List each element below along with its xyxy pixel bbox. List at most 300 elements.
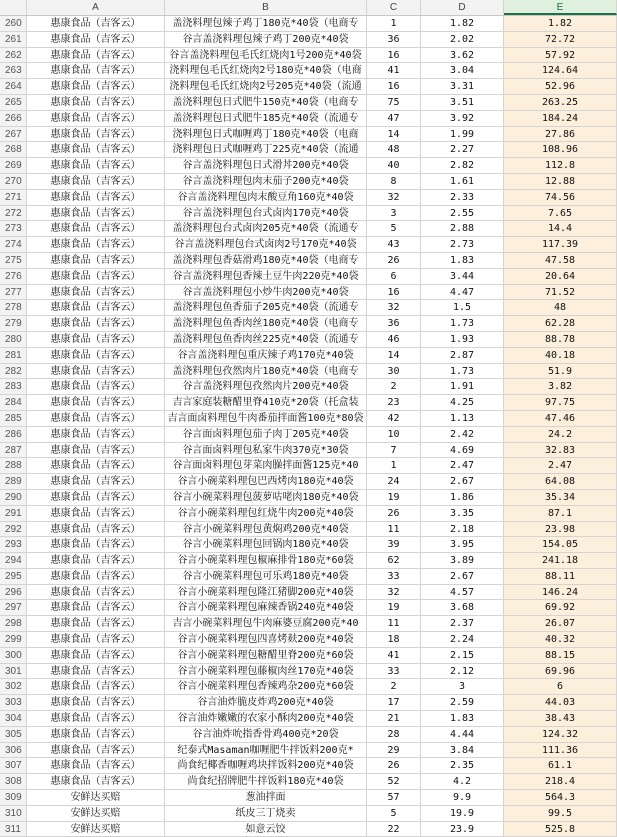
cell-c[interactable]: 1 — [367, 16, 421, 32]
cell-b[interactable]: 谷言油炸脆皮炸鸡200克*40袋 — [165, 695, 367, 711]
column-header-e[interactable]: E — [504, 0, 617, 15]
cell-e[interactable]: 108.96 — [504, 142, 617, 158]
cell-d[interactable]: 3.89 — [421, 553, 504, 569]
cell-e[interactable]: 1.82 — [504, 16, 617, 32]
cell-e[interactable]: 111.36 — [504, 743, 617, 759]
cell-b[interactable]: 谷言面卤料理包茄子肉丁205克*40袋 — [165, 427, 367, 443]
cell-a[interactable]: 惠康食品（吉客云） — [27, 537, 165, 553]
cell-e[interactable]: 525.8 — [504, 822, 617, 837]
cell-c[interactable]: 26 — [367, 506, 421, 522]
cell-c[interactable]: 19 — [367, 490, 421, 506]
cell-e[interactable]: 47.58 — [504, 253, 617, 269]
cell-c[interactable]: 16 — [367, 48, 421, 64]
cell-a[interactable]: 惠康食品（吉客云） — [27, 490, 165, 506]
row-number[interactable]: 299 — [0, 632, 27, 648]
cell-a[interactable]: 惠康食品（吉客云） — [27, 237, 165, 253]
cell-a[interactable]: 惠康食品（吉客云） — [27, 474, 165, 490]
cell-d[interactable]: 23.9 — [421, 822, 504, 837]
column-header-d[interactable]: D — [421, 0, 504, 15]
cell-b[interactable]: 谷言小碗菜料理包回锅肉180克*40袋 — [165, 537, 367, 553]
row-number[interactable]: 308 — [0, 774, 27, 790]
cell-b[interactable]: 盖浇料理包鱼香肉丝180克*40袋（电商专 — [165, 316, 367, 332]
cell-a[interactable]: 惠康食品（吉客云） — [27, 79, 165, 95]
row-number[interactable]: 270 — [0, 174, 27, 190]
row-number[interactable]: 290 — [0, 490, 27, 506]
cell-d[interactable]: 19.9 — [421, 806, 504, 822]
cell-b[interactable]: 谷言小碗菜料理包可乐鸡180克*40袋 — [165, 569, 367, 585]
cell-d[interactable]: 1.61 — [421, 174, 504, 190]
cell-a[interactable]: 惠康食品（吉客云） — [27, 285, 165, 301]
cell-b[interactable]: 盖浇料理包日式肥牛150克*40袋（电商专 — [165, 95, 367, 111]
cell-e[interactable]: 218.4 — [504, 774, 617, 790]
cell-d[interactable]: 3.04 — [421, 63, 504, 79]
cell-b[interactable]: 谷言小碗菜料理包糖醋里脊200克*60袋 — [165, 648, 367, 664]
cell-a[interactable]: 惠康食品（吉客云） — [27, 743, 165, 759]
row-number[interactable]: 274 — [0, 237, 27, 253]
cell-d[interactable]: 2.35 — [421, 758, 504, 774]
cell-a[interactable]: 惠康食品（吉客云） — [27, 632, 165, 648]
cell-c[interactable]: 47 — [367, 111, 421, 127]
row-number[interactable]: 295 — [0, 569, 27, 585]
row-number[interactable]: 283 — [0, 379, 27, 395]
cell-d[interactable]: 1.82 — [421, 16, 504, 32]
cell-d[interactable]: 4.47 — [421, 285, 504, 301]
cell-c[interactable]: 57 — [367, 790, 421, 806]
cell-a[interactable]: 惠康食品（吉客云） — [27, 585, 165, 601]
cell-c[interactable]: 23 — [367, 395, 421, 411]
column-header-b[interactable]: B — [165, 0, 367, 15]
cell-c[interactable]: 33 — [367, 569, 421, 585]
cell-e[interactable]: 241.18 — [504, 553, 617, 569]
cell-d[interactable]: 2.47 — [421, 458, 504, 474]
cell-a[interactable]: 惠康食品（吉客云） — [27, 158, 165, 174]
cell-d[interactable]: 2.27 — [421, 142, 504, 158]
cell-c[interactable]: 43 — [367, 237, 421, 253]
cell-c[interactable]: 18 — [367, 632, 421, 648]
cell-a[interactable]: 惠康食品（吉客云） — [27, 16, 165, 32]
cell-b[interactable]: 谷言盖浇料理包重庆辣子鸡170克*40袋 — [165, 348, 367, 364]
cell-b[interactable]: 盖浇料理包日式肥牛185克*40袋（流通专 — [165, 111, 367, 127]
cell-d[interactable]: 2.02 — [421, 32, 504, 48]
cell-e[interactable]: 97.75 — [504, 395, 617, 411]
cell-a[interactable]: 惠康食品（吉客云） — [27, 190, 165, 206]
cell-e[interactable]: 69.96 — [504, 664, 617, 680]
row-number[interactable]: 294 — [0, 553, 27, 569]
cell-b[interactable]: 谷言油炸嫩嫩的农家小酥肉200克*40袋 — [165, 711, 367, 727]
cell-c[interactable]: 32 — [367, 585, 421, 601]
cell-d[interactable]: 3 — [421, 679, 504, 695]
cell-b[interactable]: 盖浇料理包台式卤肉205克*40袋（流通专 — [165, 221, 367, 237]
cell-a[interactable]: 惠康食品（吉客云） — [27, 316, 165, 332]
cell-e[interactable]: 12.88 — [504, 174, 617, 190]
cell-d[interactable]: 4.25 — [421, 395, 504, 411]
cell-a[interactable]: 惠康食品（吉客云） — [27, 506, 165, 522]
cell-b[interactable]: 尚食纪招牌肥牛拌饭料180克*40袋 — [165, 774, 367, 790]
cell-c[interactable]: 30 — [367, 364, 421, 380]
row-number[interactable]: 310 — [0, 806, 27, 822]
cell-d[interactable]: 2.73 — [421, 237, 504, 253]
cell-c[interactable]: 14 — [367, 348, 421, 364]
cell-e[interactable]: 35.34 — [504, 490, 617, 506]
cell-e[interactable]: 24.2 — [504, 427, 617, 443]
row-number[interactable]: 268 — [0, 142, 27, 158]
row-number[interactable]: 282 — [0, 364, 27, 380]
cell-c[interactable]: 6 — [367, 269, 421, 285]
cell-d[interactable]: 3.68 — [421, 600, 504, 616]
cell-b[interactable]: 谷言盖浇料理包小炒牛肉200克*40袋 — [165, 285, 367, 301]
cell-d[interactable]: 4.44 — [421, 727, 504, 743]
cell-d[interactable]: 3.84 — [421, 743, 504, 759]
cell-d[interactable]: 2.67 — [421, 474, 504, 490]
cell-b[interactable]: 谷言小碗菜料理包隆江猪脚200克*40袋 — [165, 585, 367, 601]
cell-e[interactable]: 88.11 — [504, 569, 617, 585]
cell-b[interactable]: 谷言小碗菜料理包藤椒肉丝170克*40袋 — [165, 664, 367, 680]
cell-a[interactable]: 惠康食品（吉客云） — [27, 569, 165, 585]
cell-d[interactable]: 1.13 — [421, 411, 504, 427]
cell-b[interactable]: 谷言盖浇料理包孜然肉片200克*40袋 — [165, 379, 367, 395]
cell-b[interactable]: 谷言盖浇料理包毛氏红烧肉1号200克*40袋 — [165, 48, 367, 64]
cell-a[interactable]: 惠康食品（吉客云） — [27, 427, 165, 443]
cell-e[interactable]: 44.03 — [504, 695, 617, 711]
cell-d[interactable]: 3.92 — [421, 111, 504, 127]
row-number[interactable]: 289 — [0, 474, 27, 490]
cell-d[interactable]: 2.37 — [421, 616, 504, 632]
row-number[interactable]: 262 — [0, 48, 27, 64]
cell-c[interactable]: 16 — [367, 285, 421, 301]
cell-e[interactable]: 87.1 — [504, 506, 617, 522]
row-number[interactable]: 271 — [0, 190, 27, 206]
cell-a[interactable]: 惠康食品（吉客云） — [27, 379, 165, 395]
cell-d[interactable]: 4.2 — [421, 774, 504, 790]
cell-a[interactable]: 惠康食品（吉客云） — [27, 221, 165, 237]
cell-e[interactable]: 23.98 — [504, 522, 617, 538]
cell-c[interactable]: 40 — [367, 158, 421, 174]
cell-e[interactable]: 99.5 — [504, 806, 617, 822]
row-number[interactable]: 276 — [0, 269, 27, 285]
select-all-corner[interactable] — [0, 0, 27, 15]
row-number[interactable]: 284 — [0, 395, 27, 411]
cell-e[interactable]: 117.39 — [504, 237, 617, 253]
cell-c[interactable]: 36 — [367, 316, 421, 332]
cell-e[interactable]: 38.43 — [504, 711, 617, 727]
cell-c[interactable]: 2 — [367, 679, 421, 695]
cell-d[interactable]: 9.9 — [421, 790, 504, 806]
cell-e[interactable]: 64.08 — [504, 474, 617, 490]
cell-b[interactable]: 谷言小碗菜料理包麻辣香锅240克*40袋 — [165, 600, 367, 616]
cell-a[interactable]: 惠康食品（吉客云） — [27, 458, 165, 474]
cell-d[interactable]: 2.59 — [421, 695, 504, 711]
cell-d[interactable]: 1.99 — [421, 127, 504, 143]
row-number[interactable]: 296 — [0, 585, 27, 601]
cell-c[interactable]: 32 — [367, 190, 421, 206]
cell-c[interactable]: 7 — [367, 443, 421, 459]
cell-b[interactable]: 纸皮三丁烧卖 — [165, 806, 367, 822]
cell-b[interactable]: 吉言面卤料理包牛肉番茄拌面酱100克*80袋 — [165, 411, 367, 427]
row-number[interactable]: 266 — [0, 111, 27, 127]
cell-e[interactable]: 72.72 — [504, 32, 617, 48]
row-number[interactable]: 277 — [0, 285, 27, 301]
cell-d[interactable]: 4.57 — [421, 585, 504, 601]
cell-a[interactable]: 惠康食品（吉客云） — [27, 332, 165, 348]
cell-d[interactable]: 2.55 — [421, 206, 504, 222]
cell-e[interactable]: 2.47 — [504, 458, 617, 474]
cell-c[interactable]: 36 — [367, 32, 421, 48]
cell-e[interactable]: 57.92 — [504, 48, 617, 64]
cell-e[interactable]: 154.05 — [504, 537, 617, 553]
cell-a[interactable]: 惠康食品（吉客云） — [27, 616, 165, 632]
cell-e[interactable]: 146.24 — [504, 585, 617, 601]
cell-e[interactable]: 88.78 — [504, 332, 617, 348]
cell-b[interactable]: 谷言盖浇料理包香辣土豆牛肉220克*40袋 — [165, 269, 367, 285]
cell-e[interactable]: 112.8 — [504, 158, 617, 174]
cell-a[interactable]: 惠康食品（吉客云） — [27, 664, 165, 680]
cell-b[interactable]: 盖浇料理包孜然肉片180克*40袋（电商专 — [165, 364, 367, 380]
cell-c[interactable]: 11 — [367, 616, 421, 632]
cell-b[interactable]: 谷言盖浇料理包日式滑丼200克*40袋 — [165, 158, 367, 174]
cell-b[interactable]: 盖浇料理包辣子鸡丁180克*40袋（电商专 — [165, 16, 367, 32]
cell-a[interactable]: 惠康食品（吉客云） — [27, 206, 165, 222]
cell-a[interactable]: 惠康食品（吉客云） — [27, 142, 165, 158]
cell-e[interactable]: 184.24 — [504, 111, 617, 127]
cell-e[interactable]: 6 — [504, 679, 617, 695]
cell-a[interactable]: 惠康食品（吉客云） — [27, 774, 165, 790]
cell-c[interactable]: 26 — [367, 758, 421, 774]
cell-b[interactable]: 盖浇料理包鱼香茄子205克*40袋（流通专 — [165, 300, 367, 316]
cell-d[interactable]: 2.67 — [421, 569, 504, 585]
cell-d[interactable]: 1.73 — [421, 364, 504, 380]
cell-c[interactable]: 32 — [367, 300, 421, 316]
cell-b[interactable]: 谷言面卤料理包私家牛肉370克*30袋 — [165, 443, 367, 459]
row-number[interactable]: 301 — [0, 664, 27, 680]
row-number[interactable]: 311 — [0, 822, 27, 837]
cell-c[interactable]: 17 — [367, 695, 421, 711]
cell-e[interactable]: 3.82 — [504, 379, 617, 395]
cell-e[interactable]: 263.25 — [504, 95, 617, 111]
cell-b[interactable]: 谷言面卤料理包芽菜肉臊拌面酱125克*40 — [165, 458, 367, 474]
cell-a[interactable]: 安鲜达买赔 — [27, 806, 165, 822]
cell-c[interactable]: 41 — [367, 63, 421, 79]
cell-d[interactable]: 1.91 — [421, 379, 504, 395]
cell-c[interactable]: 2 — [367, 379, 421, 395]
cell-b[interactable]: 尚食纪椰香咖喱鸡块拌饭料200克*40袋 — [165, 758, 367, 774]
row-number[interactable]: 303 — [0, 695, 27, 711]
row-number[interactable]: 297 — [0, 600, 27, 616]
row-number[interactable]: 304 — [0, 711, 27, 727]
row-number[interactable]: 285 — [0, 411, 27, 427]
cell-e[interactable]: 52.96 — [504, 79, 617, 95]
cell-c[interactable]: 1 — [367, 458, 421, 474]
row-number[interactable]: 288 — [0, 458, 27, 474]
cell-a[interactable]: 惠康食品（吉客云） — [27, 395, 165, 411]
cell-c[interactable]: 10 — [367, 427, 421, 443]
cell-c[interactable]: 46 — [367, 332, 421, 348]
cell-b[interactable]: 谷言盖浇料理包肉末酸豆角160克*40袋 — [165, 190, 367, 206]
cell-e[interactable]: 20.64 — [504, 269, 617, 285]
cell-e[interactable]: 14.4 — [504, 221, 617, 237]
cell-b[interactable]: 葱油拌面 — [165, 790, 367, 806]
cell-e[interactable]: 32.83 — [504, 443, 617, 459]
row-number[interactable]: 300 — [0, 648, 27, 664]
cell-a[interactable]: 惠康食品（吉客云） — [27, 127, 165, 143]
cell-d[interactable]: 2.33 — [421, 190, 504, 206]
row-number[interactable]: 292 — [0, 522, 27, 538]
cell-a[interactable]: 惠康食品（吉客云） — [27, 174, 165, 190]
cell-a[interactable]: 惠康食品（吉客云） — [27, 648, 165, 664]
cell-a[interactable]: 惠康食品（吉客云） — [27, 711, 165, 727]
cell-b[interactable]: 谷言小碗菜料理包椒麻排骨180克*60袋 — [165, 553, 367, 569]
cell-d[interactable]: 3.35 — [421, 506, 504, 522]
cell-c[interactable]: 26 — [367, 253, 421, 269]
cell-b[interactable]: 谷言油炸吮指香骨鸡400克*20袋 — [165, 727, 367, 743]
cell-b[interactable]: 谷言盖浇料理包辣子鸡丁200克*40袋 — [165, 32, 367, 48]
cell-e[interactable]: 7.65 — [504, 206, 617, 222]
cell-c[interactable]: 41 — [367, 648, 421, 664]
cell-e[interactable]: 88.15 — [504, 648, 617, 664]
cell-c[interactable]: 8 — [367, 174, 421, 190]
row-number[interactable]: 278 — [0, 300, 27, 316]
cell-d[interactable]: 2.24 — [421, 632, 504, 648]
cell-d[interactable]: 2.87 — [421, 348, 504, 364]
cell-a[interactable]: 惠康食品（吉客云） — [27, 269, 165, 285]
cell-c[interactable]: 33 — [367, 664, 421, 680]
cell-e[interactable]: 62.28 — [504, 316, 617, 332]
cell-e[interactable]: 26.07 — [504, 616, 617, 632]
row-number[interactable]: 287 — [0, 443, 27, 459]
row-number[interactable]: 279 — [0, 316, 27, 332]
cell-c[interactable]: 52 — [367, 774, 421, 790]
cell-d[interactable]: 2.42 — [421, 427, 504, 443]
cell-b[interactable]: 盖浇料理包香菇滑鸡180克*40袋（电商专 — [165, 253, 367, 269]
cell-a[interactable]: 惠康食品（吉客云） — [27, 679, 165, 695]
row-number[interactable]: 269 — [0, 158, 27, 174]
cell-b[interactable]: 谷言小碗菜料理包巴西烤肉180克*40袋 — [165, 474, 367, 490]
cell-c[interactable]: 62 — [367, 553, 421, 569]
cell-b[interactable]: 吉言小碗菜料理包牛肉麻婆豆腐200克*40 — [165, 616, 367, 632]
cell-b[interactable]: 浇料理包日式咖喱鸡丁180克*40袋（电商 — [165, 127, 367, 143]
cell-e[interactable]: 71.52 — [504, 285, 617, 301]
row-number[interactable]: 267 — [0, 127, 27, 143]
cell-b[interactable]: 谷言小碗菜料理包黄焖鸡200克*40袋 — [165, 522, 367, 538]
cell-c[interactable]: 24 — [367, 474, 421, 490]
cell-a[interactable]: 惠康食品（吉客云） — [27, 111, 165, 127]
cell-e[interactable]: 74.56 — [504, 190, 617, 206]
cell-c[interactable]: 11 — [367, 522, 421, 538]
cell-b[interactable]: 浇料理包毛氏红烧肉2号180克*40袋（电商 — [165, 63, 367, 79]
row-number[interactable]: 305 — [0, 727, 27, 743]
row-number[interactable]: 307 — [0, 758, 27, 774]
cell-d[interactable]: 2.15 — [421, 648, 504, 664]
cell-c[interactable]: 39 — [367, 537, 421, 553]
cell-b[interactable]: 浇料理包毛氏红烧肉2号205克*40袋（流通 — [165, 79, 367, 95]
cell-a[interactable]: 惠康食品（吉客云） — [27, 364, 165, 380]
row-number[interactable]: 281 — [0, 348, 27, 364]
cell-e[interactable]: 124.64 — [504, 63, 617, 79]
cell-c[interactable]: 5 — [367, 806, 421, 822]
cell-c[interactable]: 75 — [367, 95, 421, 111]
cell-d[interactable]: 1.83 — [421, 253, 504, 269]
cell-d[interactable]: 1.86 — [421, 490, 504, 506]
cell-a[interactable]: 惠康食品（吉客云） — [27, 411, 165, 427]
cell-d[interactable]: 3.44 — [421, 269, 504, 285]
cell-c[interactable]: 3 — [367, 206, 421, 222]
cell-b[interactable]: 谷言盖浇料理包台式卤肉2号170克*40袋 — [165, 237, 367, 253]
cell-a[interactable]: 惠康食品（吉客云） — [27, 253, 165, 269]
row-number[interactable]: 286 — [0, 427, 27, 443]
cell-d[interactable]: 4.69 — [421, 443, 504, 459]
cell-e[interactable]: 27.86 — [504, 127, 617, 143]
cell-a[interactable]: 安鲜达买赔 — [27, 790, 165, 806]
cell-e[interactable]: 69.92 — [504, 600, 617, 616]
cell-a[interactable]: 惠康食品（吉客云） — [27, 48, 165, 64]
cell-b[interactable]: 如意云饺 — [165, 822, 367, 837]
cell-c[interactable]: 48 — [367, 142, 421, 158]
row-number[interactable]: 261 — [0, 32, 27, 48]
cell-e[interactable]: 51.9 — [504, 364, 617, 380]
row-number[interactable]: 309 — [0, 790, 27, 806]
cell-a[interactable]: 惠康食品（吉客云） — [27, 300, 165, 316]
cell-d[interactable]: 3.31 — [421, 79, 504, 95]
cell-b[interactable]: 浇料理包日式咖喱鸡丁225克*40袋（流通 — [165, 142, 367, 158]
cell-a[interactable]: 惠康食品（吉客云） — [27, 695, 165, 711]
cell-a[interactable]: 安鲜达买赔 — [27, 822, 165, 837]
cell-b[interactable]: 谷言小碗菜料理包菠萝咕咾肉180克*40袋 — [165, 490, 367, 506]
row-number[interactable]: 275 — [0, 253, 27, 269]
row-number[interactable]: 264 — [0, 79, 27, 95]
cell-c[interactable]: 28 — [367, 727, 421, 743]
column-header-c[interactable]: C — [367, 0, 421, 15]
cell-d[interactable]: 2.82 — [421, 158, 504, 174]
cell-c[interactable]: 16 — [367, 79, 421, 95]
row-number[interactable]: 306 — [0, 743, 27, 759]
cell-e[interactable]: 48 — [504, 300, 617, 316]
cell-b[interactable]: 谷言盖浇料理包台式卤肉170克*40袋 — [165, 206, 367, 222]
cell-a[interactable]: 惠康食品（吉客云） — [27, 727, 165, 743]
cell-d[interactable]: 3.62 — [421, 48, 504, 64]
cell-a[interactable]: 惠康食品（吉客云） — [27, 600, 165, 616]
cell-a[interactable]: 惠康食品（吉客云） — [27, 63, 165, 79]
cell-d[interactable]: 3.51 — [421, 95, 504, 111]
row-number[interactable]: 302 — [0, 679, 27, 695]
cell-a[interactable]: 惠康食品（吉客云） — [27, 443, 165, 459]
cell-d[interactable]: 1.93 — [421, 332, 504, 348]
cell-c[interactable]: 42 — [367, 411, 421, 427]
cell-d[interactable]: 1.83 — [421, 711, 504, 727]
cell-c[interactable]: 29 — [367, 743, 421, 759]
cell-d[interactable]: 2.18 — [421, 522, 504, 538]
column-header-a[interactable]: A — [27, 0, 165, 15]
cell-e[interactable]: 124.32 — [504, 727, 617, 743]
cell-b[interactable]: 吉言家庭装糖醋里脊410克*20袋（托盒装 — [165, 395, 367, 411]
cell-b[interactable]: 盖浇料理包鱼香肉丝225克*40袋（流通专 — [165, 332, 367, 348]
cell-d[interactable]: 1.5 — [421, 300, 504, 316]
cell-e[interactable]: 61.1 — [504, 758, 617, 774]
cell-c[interactable]: 21 — [367, 711, 421, 727]
cell-c[interactable]: 22 — [367, 822, 421, 837]
cell-c[interactable]: 19 — [367, 600, 421, 616]
cell-b[interactable]: 谷言小碗菜料理包红烧牛肉200克*40袋 — [165, 506, 367, 522]
cell-e[interactable]: 564.3 — [504, 790, 617, 806]
row-number[interactable]: 291 — [0, 506, 27, 522]
row-number[interactable]: 272 — [0, 206, 27, 222]
cell-c[interactable]: 5 — [367, 221, 421, 237]
cell-b[interactable]: 谷言盖浇料理包肉末茄子200克*40袋 — [165, 174, 367, 190]
cell-d[interactable]: 2.12 — [421, 664, 504, 680]
row-number[interactable]: 273 — [0, 221, 27, 237]
cell-b[interactable]: 谷言小碗菜料理包四喜烤麸200克*40袋 — [165, 632, 367, 648]
cell-b[interactable]: 纪泰式Masaman咖喱肥牛拌饭料200克* — [165, 743, 367, 759]
cell-a[interactable]: 惠康食品（吉客云） — [27, 95, 165, 111]
cell-a[interactable]: 惠康食品（吉客云） — [27, 553, 165, 569]
